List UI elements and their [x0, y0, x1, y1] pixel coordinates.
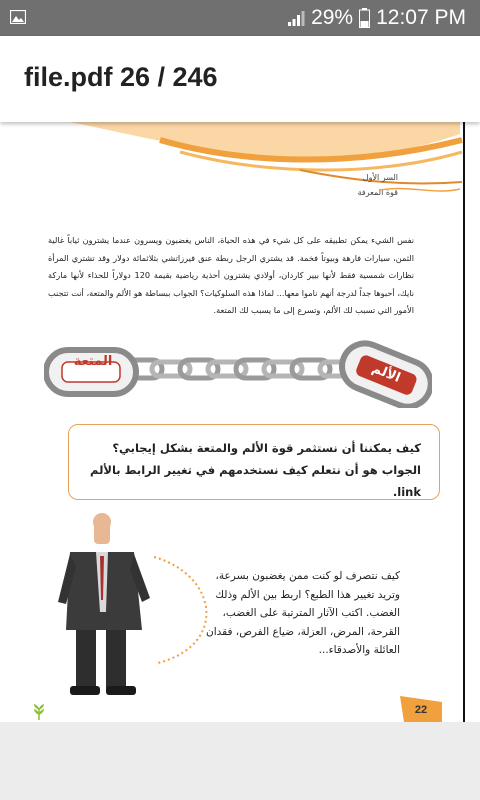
battery-icon: [359, 8, 370, 28]
page-number: 22: [414, 704, 428, 716]
wheat-logo-icon: [32, 704, 46, 720]
chapter-title: السر الأول: [362, 173, 398, 182]
image-notification-icon: [10, 10, 26, 24]
chapter-subtitle: قوة المعرفة: [357, 188, 398, 197]
clock: 12:07 PM: [376, 6, 466, 29]
question-box: [68, 424, 440, 500]
chain-left-label: المتعة: [73, 354, 113, 369]
document-title: file.pdf 26 / 246: [24, 62, 218, 92]
body-paragraph: نفس الشيء يمكن تطبيقه على كل شيء في هذه الحياة، الناس يغضبون ويسرون عندما يشترون ثياباً غالية الثمن، سيارات فارهة وبيوتاً فخمة. قد يشتري الرجل ربطة عنق فيرزاتشي بثلاثمائة دولار وقد تشتري المرأة نظارات شمسية فقط لأنها بيير كاردان، أولادي يشترون أحذية رياضية بقيمة 120 دولاراً للحذاء لأنها ماركة نايك، أحبوها جداً لدرجة أنهم ناموا معها... لماذا هذه السلوكيات؟ الجواب ببساطة هو الألم والمتعة، أنت تتجنب الأمور التي تسبب لك الألم، وتسرع إلى ما يسبب لك المتعة.: [48, 235, 414, 315]
side-text: كيف نتصرف لو كنت ممن يغضبون بسرعة، وتريد تغيير هذا الطبع؟ اربط بين الألم وذلك الغضب. اكتب الآثار المترتبة على الغضب، القرحة، المرض، العزلة، ضياع الفرص، فقدان العائلة والأصدقاء...: [206, 570, 400, 656]
battery-percent: 29%: [311, 6, 354, 29]
app-bar: [0, 36, 480, 122]
signal-icon: [287, 9, 305, 27]
question-text: كيف يمكننا أن نستثمر قوة الألم والمتعة بشكل إيجابي؟ الجواب هو أن نتعلم كيف نستخدمهم في تغيير الرابط بالألم link.: [90, 441, 421, 499]
viewer-background: [0, 722, 480, 800]
page-edge-divider: [463, 122, 465, 722]
chain-right-label: الألم: [369, 361, 403, 386]
status-bar: [0, 0, 480, 36]
heading-accent-line: [380, 183, 460, 197]
chain-links: [124, 360, 350, 378]
